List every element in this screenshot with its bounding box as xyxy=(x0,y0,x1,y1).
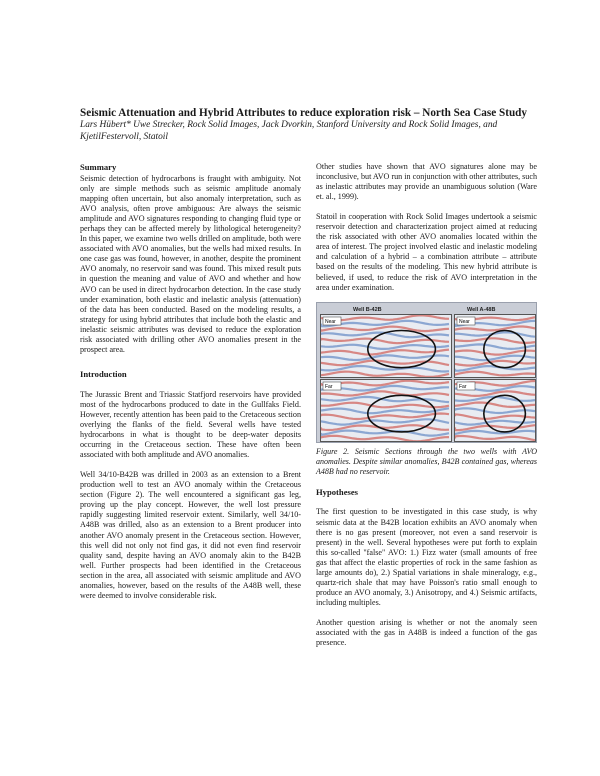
introduction-heading: Introduction xyxy=(80,369,127,380)
right-column xyxy=(316,162,537,658)
figure-caption: Figure 2. Seismic Sections through the two wells with AVO anomalies. Despite similar anomalies, B42B contained gas, whereas A48B had no reservoir. xyxy=(316,447,537,477)
hypotheses-paragraph-2: Another question arising is whether or not the anomaly seen associated with the gas in A48B is indeed a function of the gas presence. xyxy=(316,617,537,648)
seismic-panel-b42b-far xyxy=(320,379,452,442)
introduction-paragraph-1: The Jurassic Brent and Triassic Statfjord reservoirs have provided most of the hydrocarbons produced to date in the Gullfaks Field. However, recently attention has been paid to the Cretaceous section overlying the flanks of the field. Several wells have tested hydrocarbons in what is thought to be deep-water deposits occurring in the Cretaceous section. These have often been associated with both amplitude and AVO anomalies. xyxy=(80,389,301,460)
right-paragraph-1: Other studies have shown that AVO signatures alone may be inconclusive, but AVO run in conjunction with other attributes, such as inelastic attributes may provide an unambiguous solution (Ware et. al., 1999). xyxy=(316,162,537,202)
summary-heading: Summary xyxy=(80,162,117,172)
seismic-image xyxy=(455,315,535,377)
seismic-image xyxy=(321,380,451,441)
summary-paragraph: Seismic detection of hydrocarbons is fraught with ambiguity. Not only are simple methods such as seismic amplitude anomaly mapping often uncertain, but also anomaly interpretation, such as AVO analysis, often prove ambiguous: Are always the seismic amplitude and AVO signatures responding to changing fluid type or perhaps they can be affected merely by lithological heterogeneity? In this paper, we examine two wells drilled on amplitude, both were associated with AVO anomalies, but the wells had mixed results. In one case gas was found, however, in another, despite the prominent AVO anomaly, no reservoir sand was found. This mixed result puts in question the meaning and value of AVO and whether and how AVO can be used in direct hydrocarbon detection. In the case study under examination, both elastic and inelastic analysis (attenuation) of the data has been conducted. Based on the modeling results, a strategy for using hybrid attributes that include both the elastic and inelastic seismic attributes was devised to reduce the exploration risk associated with drilling other AVO anomalies present in the prospect area. xyxy=(80,173,301,355)
paper-title: Seismic Attenuation and Hybrid Attributes to reduce exploration risk – North Sea Case Study xyxy=(80,107,527,119)
hypotheses-paragraph-1: The first question to be investigated in this case study, is why seismic data at the B42B location exhibits an AVO anomaly when there is no gas present (moreover, not even a sand reservoir is present) in the well. Several hypotheses were put forth to explain this so-called "false" AVO: 1.) Fizz water (small amounts of free gas that affect the elastic properties of rock in the same fashion as large amounts do), 2.) Spatial variations in shale mineralogy, e.g., quartz-rich shale that may have Poisson's ratio small enough to produce an AVO anomaly, 3.) Anisotropy, and 4.) Seismic artifacts, including multiples. xyxy=(316,507,537,608)
seismic-image xyxy=(321,315,451,377)
introduction-paragraph-2: Well 34/10-B42B was drilled in 2003 as an extension to a Brent production well to test an AVO anomaly within the Cretaceous section (Figure 2). The well encountered a significant gas leg, proving up the play concept. However, the well lost pressure rapidly suggesting limited reservoir extent. Similarly, well 34/10-A48B was drilled, also as an extension to a Brent producer into another AVO anomaly present in the Cretaceous section. However, this well did not only not find gas, it did not even find reservoir quality sand, despite having an AVO anomaly akin to the B42B well. Further prospects had been identified in the Cretaceous section in the area, all associated with seismic amplitude and AVO anomalies, however, based on the results of the A48B well, these were deemed to involve considerable risk. xyxy=(80,469,301,601)
left-column xyxy=(80,162,301,611)
figure-label-right: Well A-48B xyxy=(467,307,496,314)
hypotheses-heading: Hypotheses xyxy=(316,486,359,497)
seismic-panel-b42b-near xyxy=(320,314,452,378)
panel-tag: Near xyxy=(459,319,470,326)
paper-authors: Lars Hübert* Uwe Strecker, Rock Solid Images, Jack Dvorkin, Stanford University and Rock Solid Images, and KjetilFestervoll, Statoil xyxy=(80,120,498,143)
figure-label-left: Well B-42B xyxy=(353,307,382,314)
figure-2-seismic-sections xyxy=(316,302,537,443)
panel-tag: Far xyxy=(459,384,467,391)
seismic-panel-a48b-near xyxy=(454,314,536,378)
right-paragraph-2: Statoil in cooperation with Rock Solid Images undertook a seismic reservoir detection and characterization project aimed at reducing the risk associated with other AVO anomalies located within the area of interest. The project involved elastic and inelastic modeling and calculation of a hybrid – a combination attribute – attribute based on the results of the modeling. This new hybrid attribute is believed, if used, to reduce the risk of AVO interpretation in the area under examination. xyxy=(316,211,537,292)
seismic-panel-a48b-far xyxy=(454,379,536,442)
panel-tag: Far xyxy=(325,384,333,391)
panel-tag: Near xyxy=(325,319,336,326)
seismic-image xyxy=(455,380,535,441)
